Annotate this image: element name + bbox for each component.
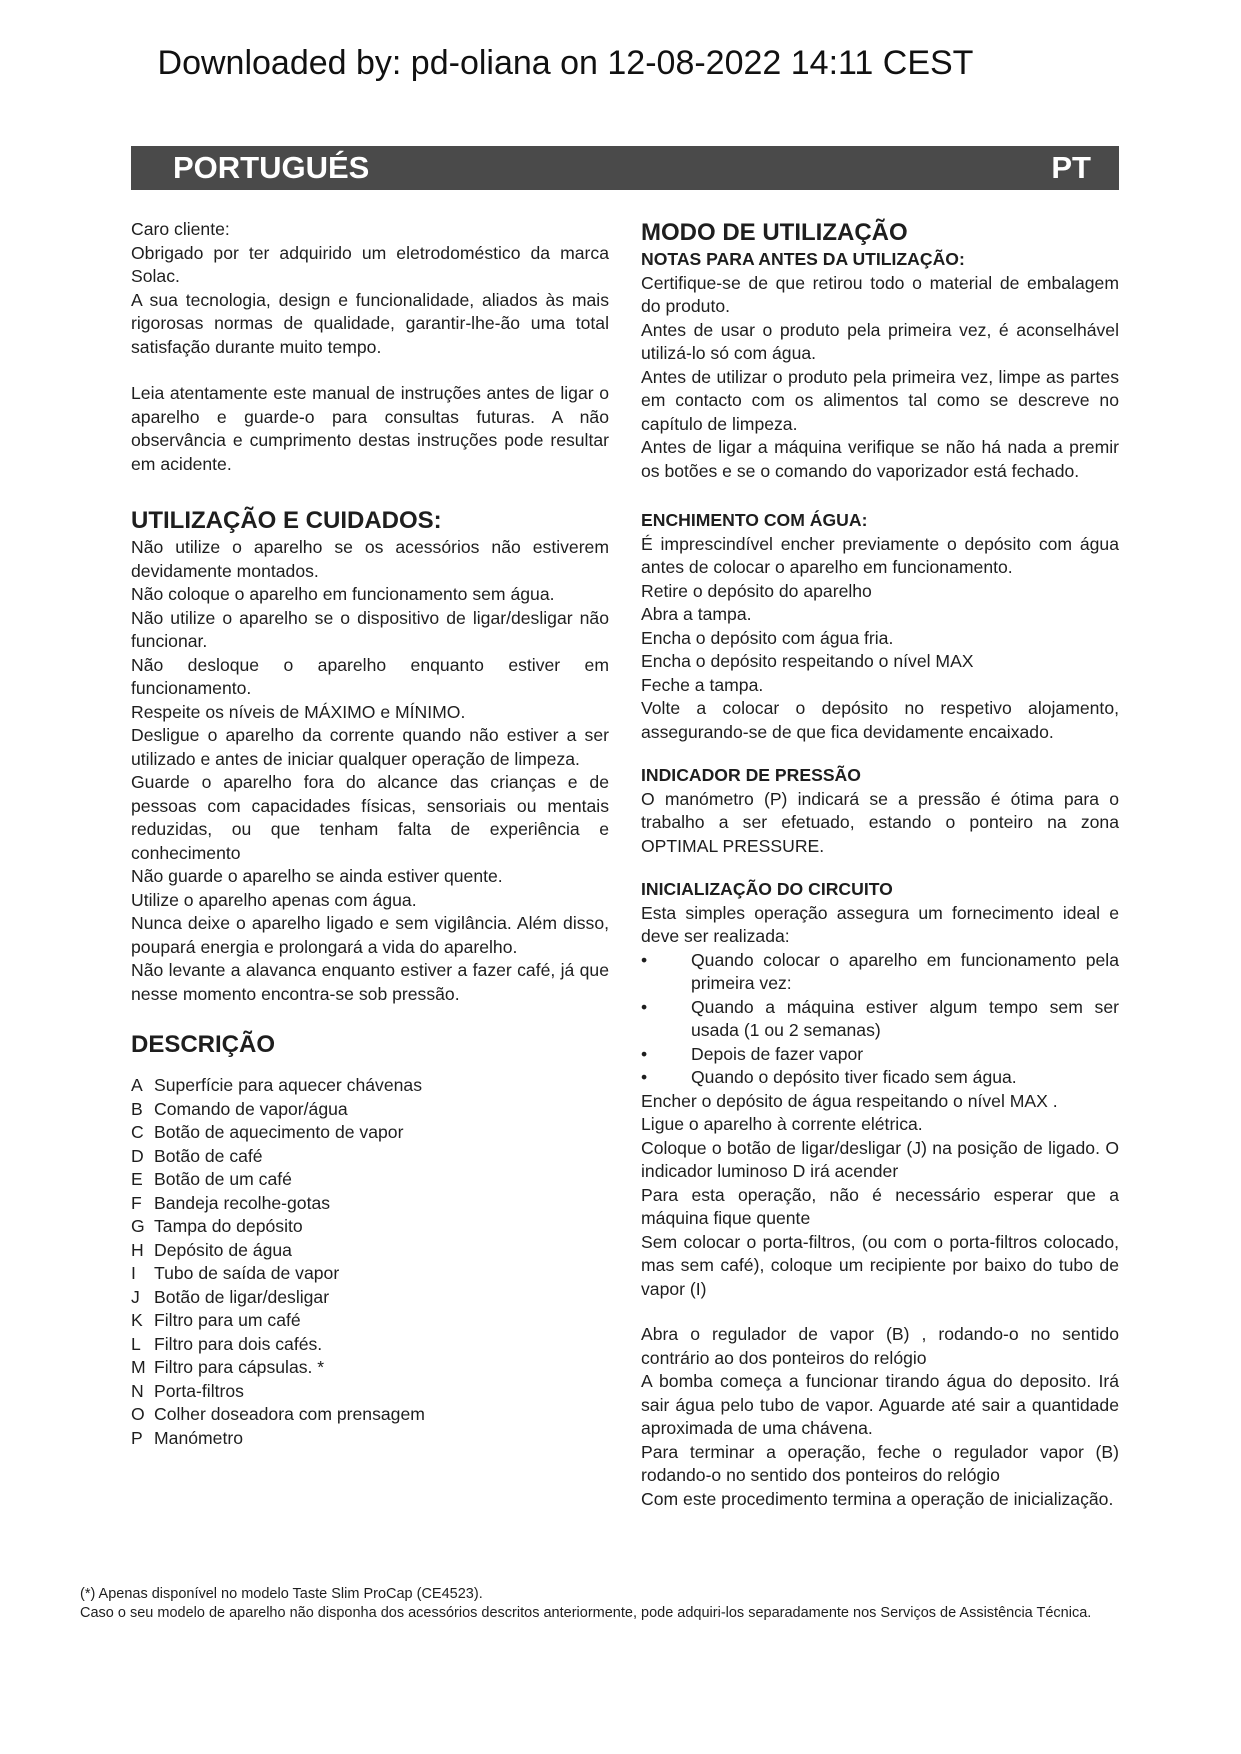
list-item: Feche a tampa. <box>641 674 764 695</box>
list-item: Desligue o aparelho da corrente quando não estiver a ser utilizado e antes de iniciar qualquer operação de limpeza. <box>131 725 609 769</box>
list-item: Ligue o aparelho à corrente elétrica. <box>641 1114 923 1134</box>
description-item: E Botão de um café <box>131 1169 292 1189</box>
list-item: Sem colocar o porta-filtros, (ou com o porta-filtros colocado, mas sem café), coloque um recipiente por baixo do tubo de vapor (I) <box>641 1231 1119 1299</box>
list-item: Não desloque o aparelho enquanto estiver em funcionamento. <box>131 654 609 698</box>
language-code: PT <box>1051 150 1091 185</box>
description-item: M Filtro para cápsulas. * <box>131 1357 325 1377</box>
footnote-line: (*) Apenas disponível no modelo Taste Slim ProCap (CE4523). <box>80 1586 483 1602</box>
subsection-title-indicador: INDICADOR DE PRESSÃO <box>641 765 861 785</box>
list-item: Antes de usar o produto pela primeira vez, é aconselhável utilizá-lo só com água. <box>641 319 1119 363</box>
subsection-title-notas: NOTAS PARA ANTES DA UTILIZAÇÃO: <box>641 249 965 269</box>
language-title: PORTUGUÉS <box>173 150 370 185</box>
list-item: Abra a tampa. <box>641 604 752 624</box>
description-item: L Filtro para dois cafés. <box>131 1333 323 1354</box>
subsection-title-enchimento: ENCHIMENTO COM ÁGUA: <box>641 510 868 530</box>
greeting: Caro cliente: <box>131 219 230 239</box>
list-item: Retire o depósito do aparelho <box>641 580 872 601</box>
list-item: A bomba começa a funcionar tirando água do deposito. Irá sair água pelo tubo de vapor. Aguarde até sair a quantidade aproximada de uma chávena. <box>641 1371 1119 1438</box>
description-item: P Manómetro <box>131 1427 243 1448</box>
list-item: Não utilize o aparelho se os acessórios não estiverem devidamente montados. <box>131 537 609 581</box>
description-item: C Botão de aquecimento de vapor <box>131 1122 404 1142</box>
description-item: H Depósito de água <box>131 1239 292 1260</box>
bullet-icon: • <box>641 1067 648 1087</box>
indicador-text: O manómetro (P) indicará se a pressão é ótima para o trabalho a ser efetuado, estando o ponteiro na zona OPTIMAL PRESSURE. <box>641 788 1119 856</box>
description-item: F Bandeja recolhe-gotas <box>131 1192 331 1213</box>
list-item: Volte a colocar o depósito no respetivo alojamento, assegurando-se de que fica devidamente encaixado. <box>641 698 1119 742</box>
list-item: Coloque o botão de ligar/desligar (J) na posição de ligado. O indicador luminoso D irá acender <box>641 1137 1119 1181</box>
list-item: Não utilize o aparelho se o dispositivo de ligar/desligar não funcionar. <box>131 607 609 651</box>
right-column <box>641 218 1119 1511</box>
list-item: Guarde o aparelho fora do alcance das crianças e de pessoas com capacidades físicas, sensoriais ou mentais reduzidas, ou que tenham falta de experiência e conhecimento <box>131 772 609 863</box>
bullet-item: • Depois de fazer vapor <box>641 1043 1119 1067</box>
section-title-modo: MODO DE UTILIZAÇÃO <box>641 219 908 246</box>
intro-paragraph: A sua tecnologia, design e funcionalidade, aliados às mais rigorosas normas de qualidade, garantir-lhe-ão uma total satisfação durante muito tempo. <box>131 289 609 357</box>
description-item: B Comando de vapor/água <box>131 1098 348 1119</box>
description-item: D Botão de café <box>131 1145 263 1166</box>
description-item: A Superfície para aquecer chávenas <box>131 1075 422 1095</box>
intro-paragraph: Leia atentamente este manual de instruções antes de ligar o aparelho e guarde-o para consultas futuras. A não observância e cumprimento destas instruções pode resultar em acidente. <box>131 383 609 474</box>
list-item: Não guarde o aparelho se ainda estiver quente. <box>131 866 503 886</box>
list-item: Certifique-se de que retirou todo o material de embalagem do produto. <box>641 272 1119 316</box>
intro-paragraph: Obrigado por ter adquirido um eletrodoméstico da marca Solac. <box>131 242 609 286</box>
list-item: Nunca deixe o aparelho ligado e sem vigilância. Além disso, poupará energia e prolongará a vida do aparelho. <box>131 913 609 957</box>
list-item: Antes de ligar a máquina verifique se não há nada a premir os botões e se o comando do vaporizador está fechado. <box>641 437 1119 481</box>
left-column <box>131 218 609 1450</box>
section-title-descricao: DESCRIÇÃO <box>131 1031 276 1058</box>
list-item: Abra o regulador de vapor (B) , rodando-o no sentido contrário ao dos ponteiros do relógio <box>641 1324 1119 1368</box>
section-title-utilizacao: UTILIZAÇÃO E CUIDADOS: <box>131 507 442 534</box>
description-item: O Colher doseadora com prensagem <box>131 1404 425 1424</box>
description-list <box>131 1074 609 1450</box>
list-item: Utilize o aparelho apenas com água. <box>131 889 417 910</box>
list-item: Para terminar a operação, feche o regulador vapor (B) rodando-o no sentido dos ponteiros do relógio <box>641 1441 1119 1485</box>
download-note: Downloaded by: pd-oliana on 12-08-2022 14:11 CEST <box>157 44 974 82</box>
description-item: N Porta-filtros <box>131 1380 244 1401</box>
list-item: Para esta operação, não é necessário esperar que a máquina fique quente <box>641 1184 1119 1228</box>
description-item: G Tampa do depósito <box>131 1216 303 1236</box>
list-item: Não levante a alavanca enquanto estiver a fazer café, já que nesse momento encontra-se sob pressão. <box>131 960 609 1004</box>
list-item: Encher o depósito de água respeitando o nível MAX . <box>641 1090 1058 1111</box>
list-item: É imprescindível encher previamente o depósito com água antes de colocar o aparelho em funcionamento. <box>641 533 1119 577</box>
list-item: Respeite os níveis de MÁXIMO e MÍNIMO. <box>131 701 466 722</box>
bullet-item: • Quando colocar o aparelho em funcionamento pela primeira vez: <box>641 949 1119 993</box>
list-item: Encha o depósito respeitando o nível MAX <box>641 651 974 671</box>
description-item: K Filtro para um café <box>131 1310 301 1330</box>
bullet-icon: • <box>641 1043 648 1064</box>
footnote <box>80 1585 1170 1623</box>
description-item: I Tubo de saída de vapor <box>131 1263 340 1283</box>
subsection-title-inicializacao: INICIALIZAÇÃO DO CIRCUITO <box>641 879 893 899</box>
list-item: Encha o depósito com água fria. <box>641 627 894 648</box>
bullet-icon: • <box>641 949 648 970</box>
list-item: Antes de utilizar o produto pela primeira vez, limpe as partes em contacto com os alimentos tal como se descreve no capítulo de limpeza. <box>641 366 1119 434</box>
list-item: Não coloque o aparelho em funcionamento sem água. <box>131 584 555 604</box>
language-banner <box>131 146 1119 190</box>
bullet-item: • Quando a máquina estiver algum tempo sem ser usada (1 ou 2 semanas) <box>641 996 1119 1040</box>
inicializacao-intro: Esta simples operação assegura um fornecimento ideal e deve ser realizada: <box>641 902 1119 946</box>
bullet-icon: • <box>641 996 648 1017</box>
description-item: J Botão de ligar/desligar <box>131 1286 330 1307</box>
bullet-item: • Quando o depósito tiver ficado sem água. <box>641 1066 1119 1090</box>
footnote-line: Caso o seu modelo de aparelho não disponha dos acessórios descritos anteriormente, pode adquiri-los separadamente nos Serviços de Assistência Técnica. <box>80 1605 1092 1621</box>
list-item: Com este procedimento termina a operação de inicialização. <box>641 1488 1114 1509</box>
